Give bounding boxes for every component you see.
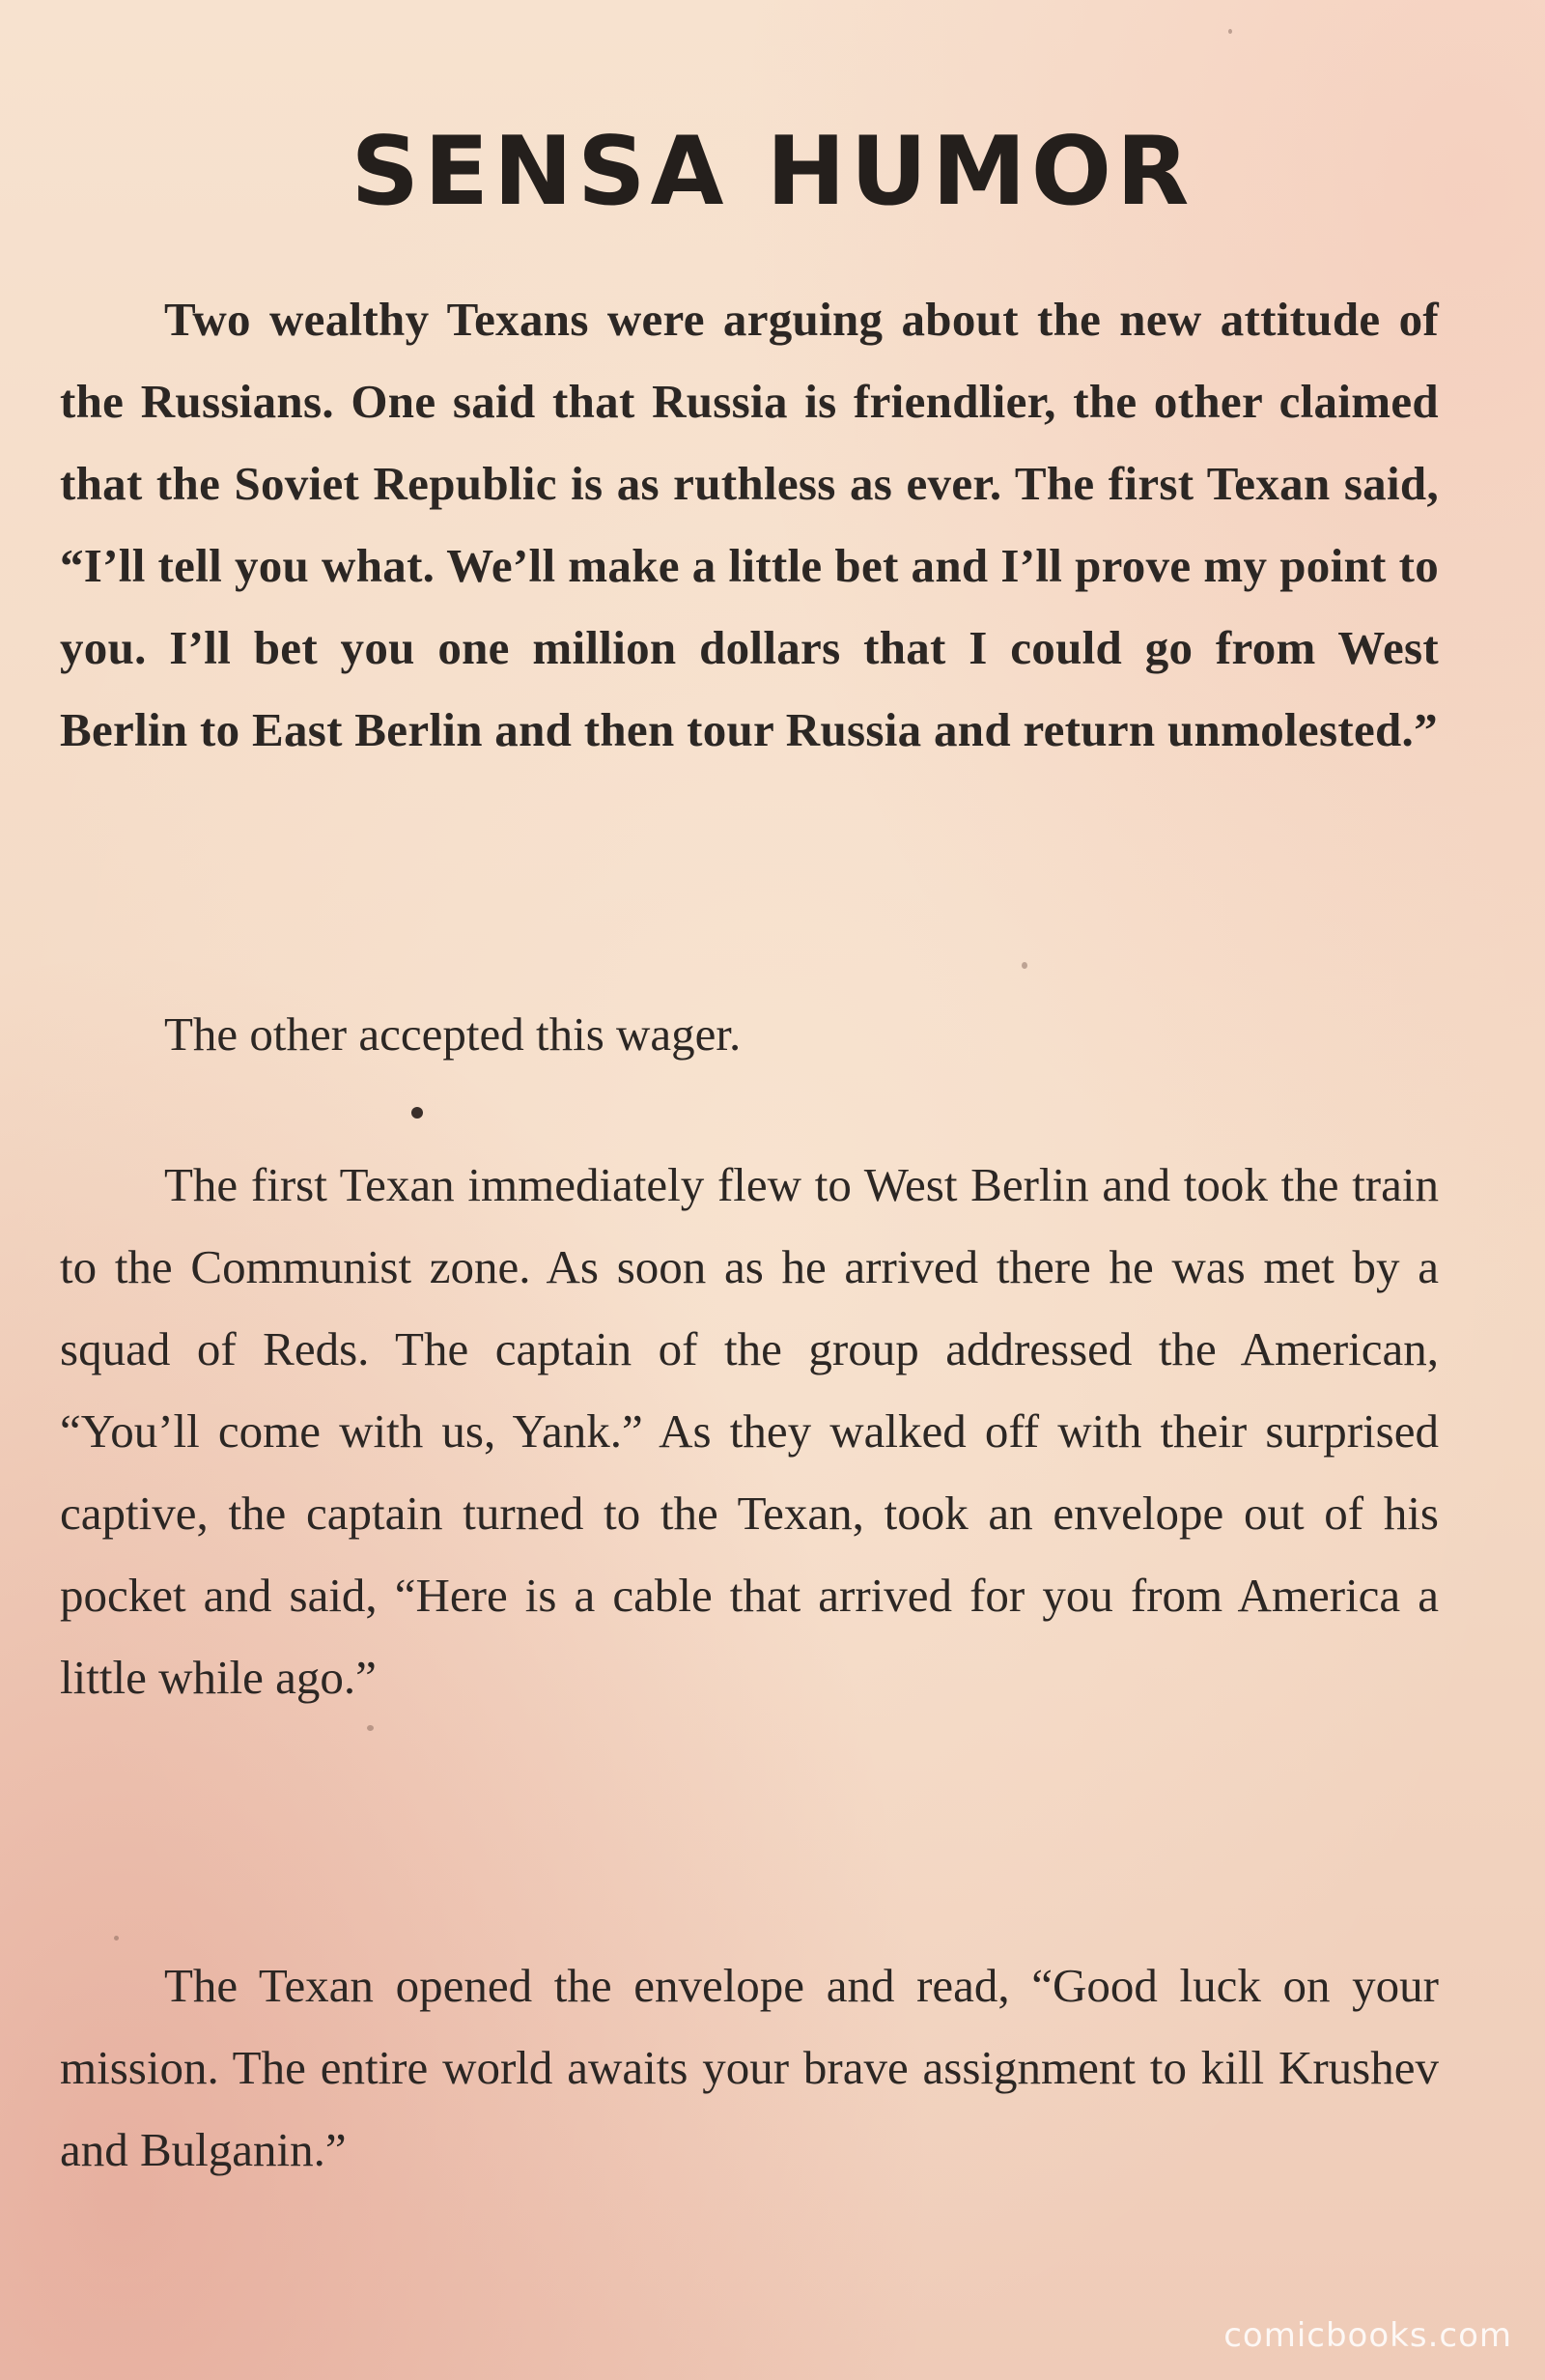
paragraph-3: The first Texan immediately flew to West Berlin and took the train to the Communist zone. As soon as he arrived there he was met by a squad of Reds. The captain of the group addressed the American, “You’ll come with us, Yank.” As they walked off with their surprised captive, the captain turned to the Texan, took an envelope out of his pocket and said, “Here is a cable that arrived for you from America a little while ago.” bbox=[60, 1158, 1439, 1704]
paragraph-2: The other accepted this wager. bbox=[164, 1007, 742, 1061]
site-watermark: comicbooks.com bbox=[1223, 2316, 1512, 2355]
paper-speck bbox=[367, 1725, 374, 1731]
paper-speck bbox=[1022, 962, 1027, 969]
dot-ornament bbox=[411, 1107, 423, 1119]
page-title: SENSA HUMOR bbox=[351, 117, 1194, 227]
paragraph-1: Two wealthy Texans were arguing about the new attitude of the Russians. One said that Russia is friendlier, the other claimed that the Soviet Republic is as ruthless as ever. The first Texan said, “I’ll tell you what. We’ll make a little bet and I’ll prove my point to you. I’ll bet you one million dollars that I could go from West Berlin to East Berlin and then tour Russia and return unmolested.” bbox=[60, 293, 1439, 756]
paper-speck bbox=[1228, 29, 1232, 34]
paragraph-4: The Texan opened the envelope and read, “Good luck on your mission. The entire world awaits your brave assignment to kill Krushev and Bulganin.” bbox=[60, 1959, 1439, 2176]
paper-speck bbox=[114, 1936, 119, 1941]
